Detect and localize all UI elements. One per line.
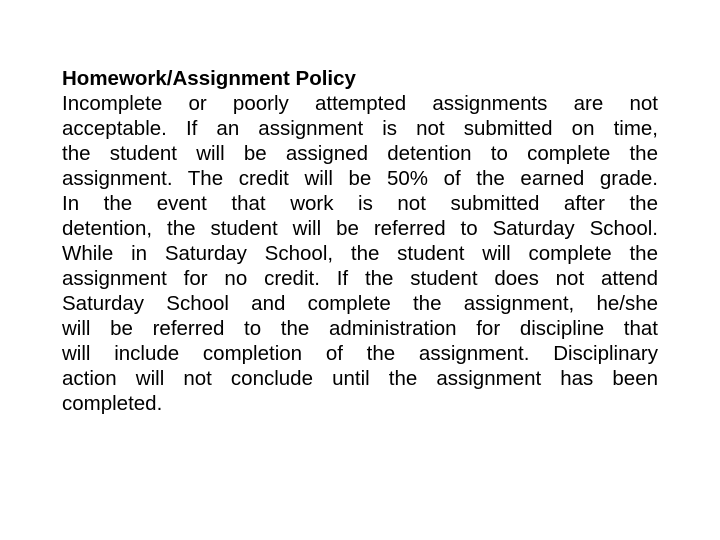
- policy-line: assignment. The credit will be 50% of the earned grade.: [62, 167, 658, 190]
- policy-line: the student will be assigned detention to complete the: [62, 142, 658, 165]
- policy-line: action will not conclude until the assignment has been: [62, 367, 658, 390]
- policy-line: In the event that work is not submitted after the: [62, 192, 658, 215]
- policy-line: Incomplete or poorly attempted assignments are not: [62, 92, 658, 115]
- policy-line: will be referred to the administration for discipline that: [62, 317, 658, 340]
- policy-line: Saturday School and complete the assignment, he/she: [62, 292, 658, 315]
- policy-line: will include completion of the assignment. Disciplinary: [62, 342, 658, 365]
- policy-text-block: [62, 66, 658, 416]
- policy-line: acceptable. If an assignment is not submitted on time,: [62, 117, 658, 140]
- policy-line: completed.: [62, 392, 163, 415]
- policy-title: Homework/Assignment Policy: [62, 67, 356, 90]
- policy-line: assignment for no credit. If the student does not attend: [62, 267, 658, 290]
- policy-line: detention, the student will be referred to Saturday School.: [62, 217, 658, 240]
- policy-line: While in Saturday School, the student will complete the: [62, 242, 658, 265]
